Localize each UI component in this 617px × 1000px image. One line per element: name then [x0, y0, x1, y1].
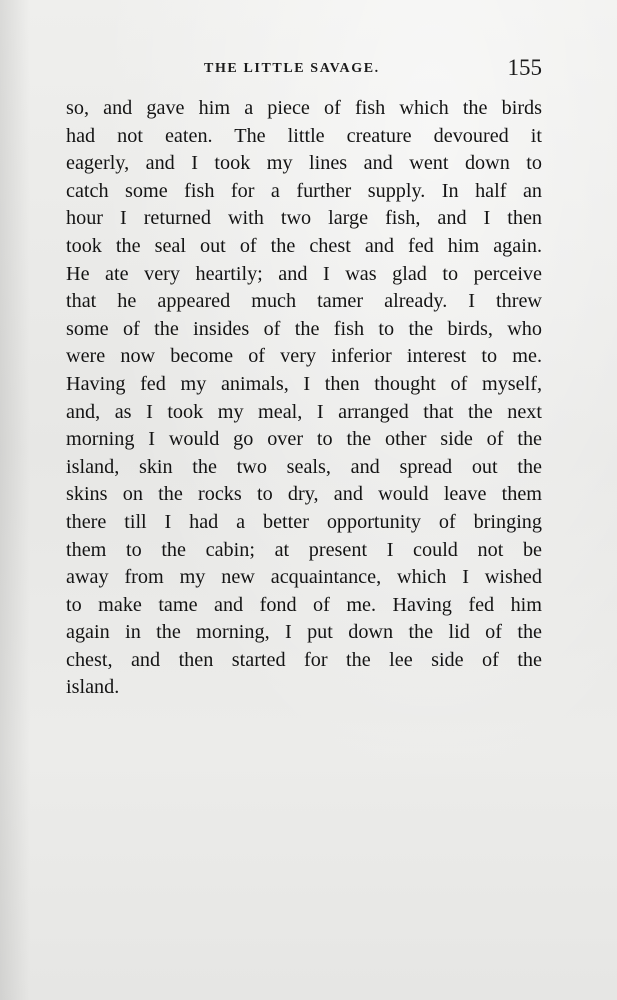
text-line: some of the insides of the fish to the birds, who	[66, 317, 542, 340]
running-title: THE LITTLE SAVAGE.	[204, 61, 380, 76]
text-line: to make tame and fond of me. Having fed him	[66, 593, 542, 616]
text-line: chest, and then started for the lee side of the	[66, 648, 542, 671]
text-line: hour I returned with two large fish, and I then	[66, 207, 542, 230]
text-line: He ate very heartily; and I was glad to perceive	[66, 262, 542, 285]
text-line: eagerly, and I took my lines and went down to	[66, 152, 542, 175]
text-line: away from my new acquaintance, which I wished	[66, 566, 542, 589]
text-line: were now become of very inferior interest to me.	[66, 345, 542, 368]
text-line: Having fed my animals, I then thought of myself,	[66, 372, 542, 395]
text-line: that he appeared much tamer already. I threw	[66, 290, 542, 313]
page-number: 155	[507, 55, 542, 80]
text-line: them to the cabin; at present I could not be	[66, 538, 542, 561]
text-line: island, skin the two seals, and spread out the	[66, 455, 542, 478]
text-line: and, as I took my meal, I arranged that the next	[66, 400, 542, 423]
text-line: so, and gave him a piece of fish which the birds	[66, 97, 542, 119]
text-line: took the seal out of the chest and fed him again.	[66, 234, 542, 257]
page-header	[66, 55, 542, 83]
body-text	[66, 95, 542, 702]
text-line: again in the morning, I put down the lid of the	[66, 621, 542, 644]
text-line: island.	[66, 676, 120, 699]
text-line: skins on the rocks to dry, and would leave them	[66, 483, 542, 506]
text-line: had not eaten. The little creature devoured it	[66, 124, 542, 147]
text-line: there till I had a better opportunity of bringing	[66, 510, 542, 533]
text-line: morning I would go over to the other side of the	[66, 428, 542, 451]
gutter-shadow	[0, 0, 30, 1000]
text-line: catch some fish for a further supply. In half an	[66, 179, 542, 202]
